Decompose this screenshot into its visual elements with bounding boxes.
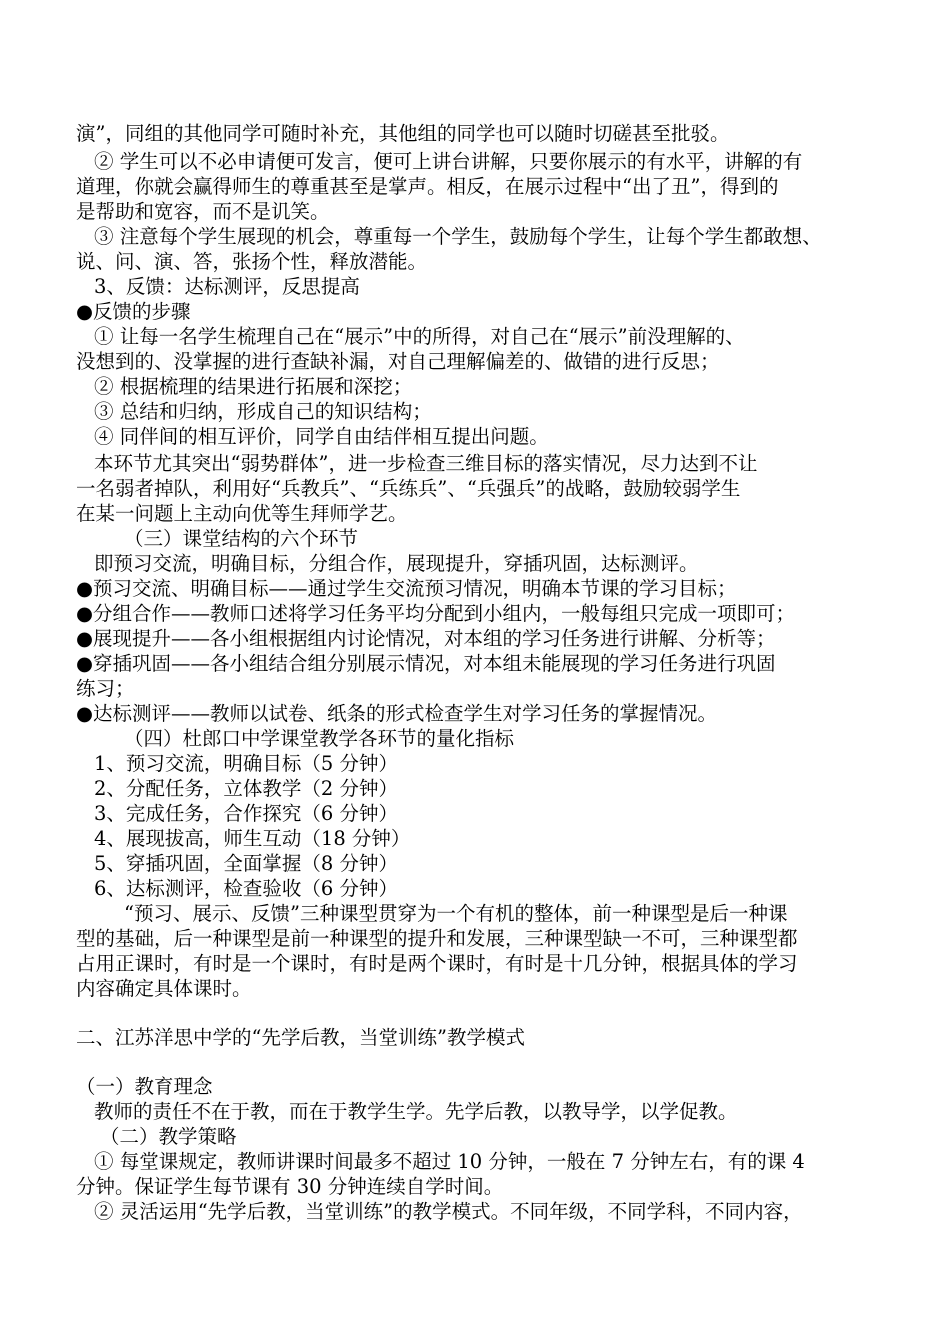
- bullet-item: ●分组合作——教师口述将学习任务平均分配到小组内，一般每组只完成一项即可；: [76, 602, 796, 625]
- text-line: 型的基础，后一种课型是前一种课型的提升和发展，三种课型缺一不可，三种课型都: [76, 927, 798, 950]
- text-line: ④ 同伴间的相互评价，同学自由结伴相互提出问题。: [94, 425, 549, 448]
- text-line: 说、问、演、答，张扬个性，释放潜能。: [76, 250, 428, 273]
- text-line: 没想到的、没掌握的进行查缺补漏，对自己理解偏差的、做错的进行反思；: [76, 350, 720, 373]
- text-line: ② 学生可以不必申请便可发言，便可上讲台讲解，只要你展示的有水平，讲解的有: [94, 150, 803, 173]
- text-line: 即预习交流，明确目标，分组合作，展现提升，穿插巩固，达标测评。: [94, 552, 699, 575]
- text-line: 3、反馈：达标测评，反思提高: [94, 275, 360, 298]
- text-line: 一名弱者掉队，利用好“兵教兵”、“兵练兵”、“兵强兵”的战略，鼓励较弱学生: [76, 477, 741, 500]
- bullet-heading: ●反馈的步骤: [76, 300, 191, 323]
- text-line: 内容确定具体课时。: [76, 977, 252, 1000]
- text-line: 教师的责任不在于教，而在于教学生学。先学后教，以教导学，以学促教。: [94, 1100, 738, 1123]
- list-item: 5、穿插巩固，全面掌握（8 分钟）: [94, 852, 399, 875]
- text-line: ③ 注意每个学生展现的机会，尊重每一个学生，鼓励每个学生，让每个学生都敢想、: [94, 225, 822, 248]
- text-line: 在某一问题上主动向优等生拜师学艺。: [76, 502, 408, 525]
- text-line: 占用正课时，有时是一个课时，有时是两个课时，有时是十几分钟，根据具体的学习: [76, 952, 798, 975]
- text-line: 是帮助和宽容，而不是讥笑。: [76, 200, 330, 223]
- list-item: 3、完成任务，合作探究（6 分钟）: [94, 802, 399, 825]
- text-line: ③ 总结和归纳，形成自己的知识结构；: [94, 400, 432, 423]
- list-item: 4、展现拔高，师生互动（18 分钟）: [94, 827, 411, 850]
- section-heading: （三）课堂结构的六个环节: [124, 527, 359, 550]
- bullet-item: ●预习交流、明确目标——通过学生交流预习情况，明确本节课的学习目标；: [76, 577, 737, 600]
- bullet-item: ●展现提升——各小组根据组内讨论情况，对本组的学习任务进行讲解、分析等；: [76, 627, 776, 650]
- text-line: 道理，你就会赢得师生的尊重甚至是掌声。相反，在展示过程中“出了丑”，得到的: [76, 175, 779, 198]
- text-line: ② 根据梳理的结果进行拓展和深挖；: [94, 375, 413, 398]
- text-line: “预习、展示、反馈”三种课型贯穿为一个有机的整体，前一种课型是后一种课: [124, 902, 788, 925]
- chapter-heading: 二、江苏洋思中学的“先学后教，当堂训练”教学模式: [76, 1026, 525, 1049]
- text-line: 本环节尤其突出“弱势群体”，进一步检查三维目标的落实情况，尽力达到不让: [94, 452, 758, 475]
- bullet-item: ●达标测评——教师以试卷、纸条的形式检查学生对学习任务的掌握情况。: [76, 702, 718, 725]
- section-heading: （二）教学策略: [100, 1125, 237, 1148]
- text-line: ① 每堂课规定，教师讲课时间最多不超过 10 分钟，一般在 7 分钟左右，有的课 4: [94, 1150, 805, 1173]
- text-line: 分钟。保证学生每节课有 30 分钟连续自学时间。: [76, 1175, 504, 1198]
- text-line: ② 灵活运用“先学后教，当堂训练”的教学模式。不同年级，不同学科，不同内容，: [94, 1200, 803, 1223]
- text-line: 演”，同组的其他同学可随时补充，其他组的同学也可以随时切磋甚至批驳。: [76, 122, 730, 145]
- list-item: 1、预习交流，明确目标（5 分钟）: [94, 752, 399, 775]
- bullet-item: ●穿插巩固——各小组结合组分别展示情况，对本组未能展现的学习任务进行巩固: [76, 652, 776, 675]
- text-line: 练习；: [76, 677, 135, 700]
- section-heading: （一）教育理念: [76, 1075, 213, 1098]
- list-item: 6、达标测评，检查验收（6 分钟）: [94, 877, 399, 900]
- list-item: 2、分配任务，立体教学（2 分钟）: [94, 777, 399, 800]
- text-line: ① 让每一名学生梳理自己在“展示”中的所得，对自己在“展示”前没理解的、: [94, 325, 745, 348]
- section-heading: （四）杜郎口中学课堂教学各环节的量化指标: [124, 727, 515, 750]
